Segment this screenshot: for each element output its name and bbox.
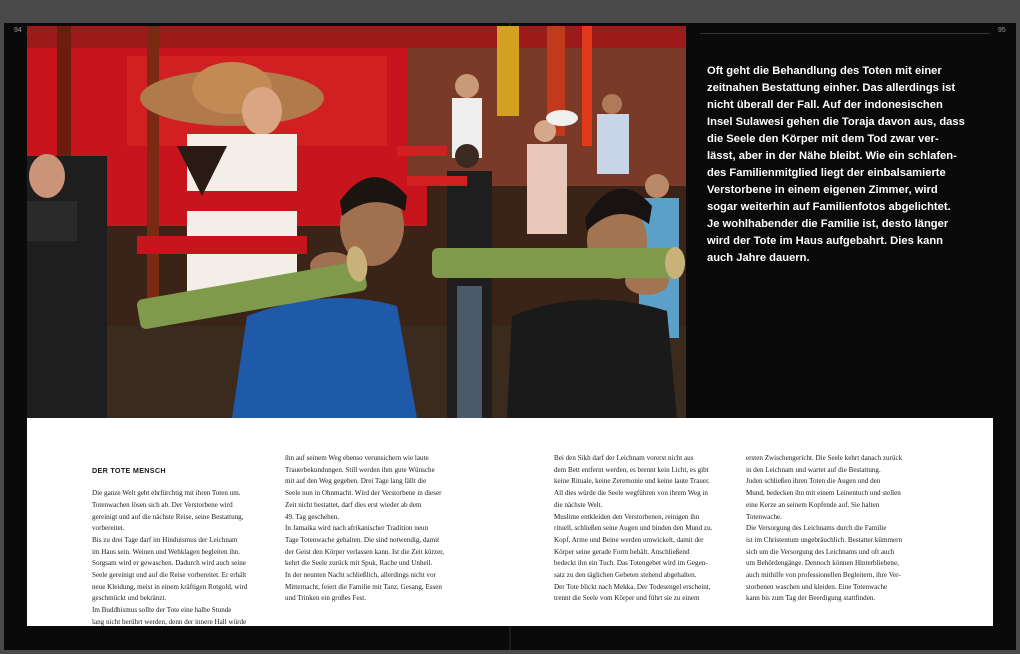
funeral-photo: [27, 26, 686, 418]
article-column-2: ihn auf seinem Weg ebenso verunsichern wie laute Trauerbekundungen. Still werden ihm gute Wünsche mit auf den Weg gegeben. Drei Tage lang fällt die Seele nun in Ohnmacht. Wird der Verstorbene in dieser Zeit nicht bestattet, darf dies erst wieder ab dem 49. Tag geschehen. In Jamaika wird nach afrikanischer Tradition neun Tage Totenwache gehalten. Die sind notwendig, damit der Geist den Körper verlassen kann. Ist die Zeit kürzer, kehrt die Seele zurück mit Spuk, Rache und Unheil. In der neunten Nacht schließlich, allerdings nicht vor Mitternacht, feiert die Familie mit Tanz, Gesang, Essen und Trinken ein großes Fest.: [285, 454, 445, 603]
top-rule-right: [700, 33, 990, 34]
article-column-4: ersten Zwischengericht. Die Seele kehrt danach zurück in den Leichnam und wartet auf die Bestattung. Juden schließen ihren Toten die Augen und den Mund, bedecken ihn mit einem Leinentuch und stellen eine Kerze an seinem Kopfende auf. Sie halten Totenwache. Die Versorgung des Leichnams durch die Familie ist im Christentum ungebräuchlich. Bestatter kümmern sich um die Versorgung des Leichnams und oft auch um Behördengänge. Dennoch können Hinterbliebene, auch mithilfe von professionellen Begleitern, ihre Ver- storbenen waschen und kleiden. Eine Totenwache kann bis zum Tag der Beerdigung stattfinden.: [746, 454, 903, 603]
intro-text: Oft geht die Behandlung des Toten mit einer zeitnahen Bestattung einher. Das allerdings ist nicht überall der Fall. Auf der indonesischen Insel Sulawesi gehen die Toraja davon aus, dass die Seele den Körper mit dem Tod zwar ver- lässt, aber in der Nähe bleibt. Wie ein schlafen- des Familienmitglied liegt der einbalsamierte Verstorbene in einem eigenen Zimmer, wird sogar weiterhin auf Familienfotos abgelichtet. Je wohlhabender die Familie ist, desto länger wird der Tote im Haus aufgebahrt. Dies kann auch Jahre dauern.: [707, 65, 965, 264]
article-column-3: Bei den Sikh darf der Leichnam vorerst nicht aus dem Bett entfernt werden, es brennt kein Licht, es gibt keine Rituale, keine Zeremonie und keine laute Trauer. All dies würde die Seele wegführen von ihrem Weg in die nächste Welt. Muslime entkleiden den Verstorbenen, reinigen ihn rituell, schließen seine Augen und binden den Mund zu. Kopf, Arme und Beine werden umwickelt, damit der Körper seine gerade Form behält. Anschließend bedeckt ihn ein Tuch. Das Totengebet wird im Gegen- satz zu den täglichen Gebeten stehend abgehalten. Der Tote blickt nach Mekka. Der Todesengel erscheint, trennt die Seele vom Körper und führt sie zu einem: [554, 454, 713, 603]
article-panel: [27, 418, 993, 626]
page-number-left: 94: [14, 27, 22, 34]
page-number-right: 95: [998, 27, 1006, 34]
article-heading: DER TOTE MENSCH: [92, 465, 166, 475]
article-column-1: [92, 453, 272, 629]
article-column-1-text: Die ganze Welt geht ehrfürchtig mit ihren Toten um. Totenwachen lösen sich ab. Der Verstorbene wird gereinigt und auf die nächste Reise, seine Bestattung, vorbereitet. Bis zu drei Tage darf im Hinduismus der Leichnam im Haus sein. Weinen und Wehklagen begleiten ihn. Sorgsam wird er gewaschen. Dadurch wird auch seine Seele gereinigt und auf die Reise vorbereitet. Er erhält neue Kleidung, meist in einem kräftigen Rotgold, wird geschmückt und bekränzt. Im Buddhismus sollte der Tote eine halbe Stunde lang nicht berührt werden, denn der innere Hall würde: [92, 489, 248, 626]
